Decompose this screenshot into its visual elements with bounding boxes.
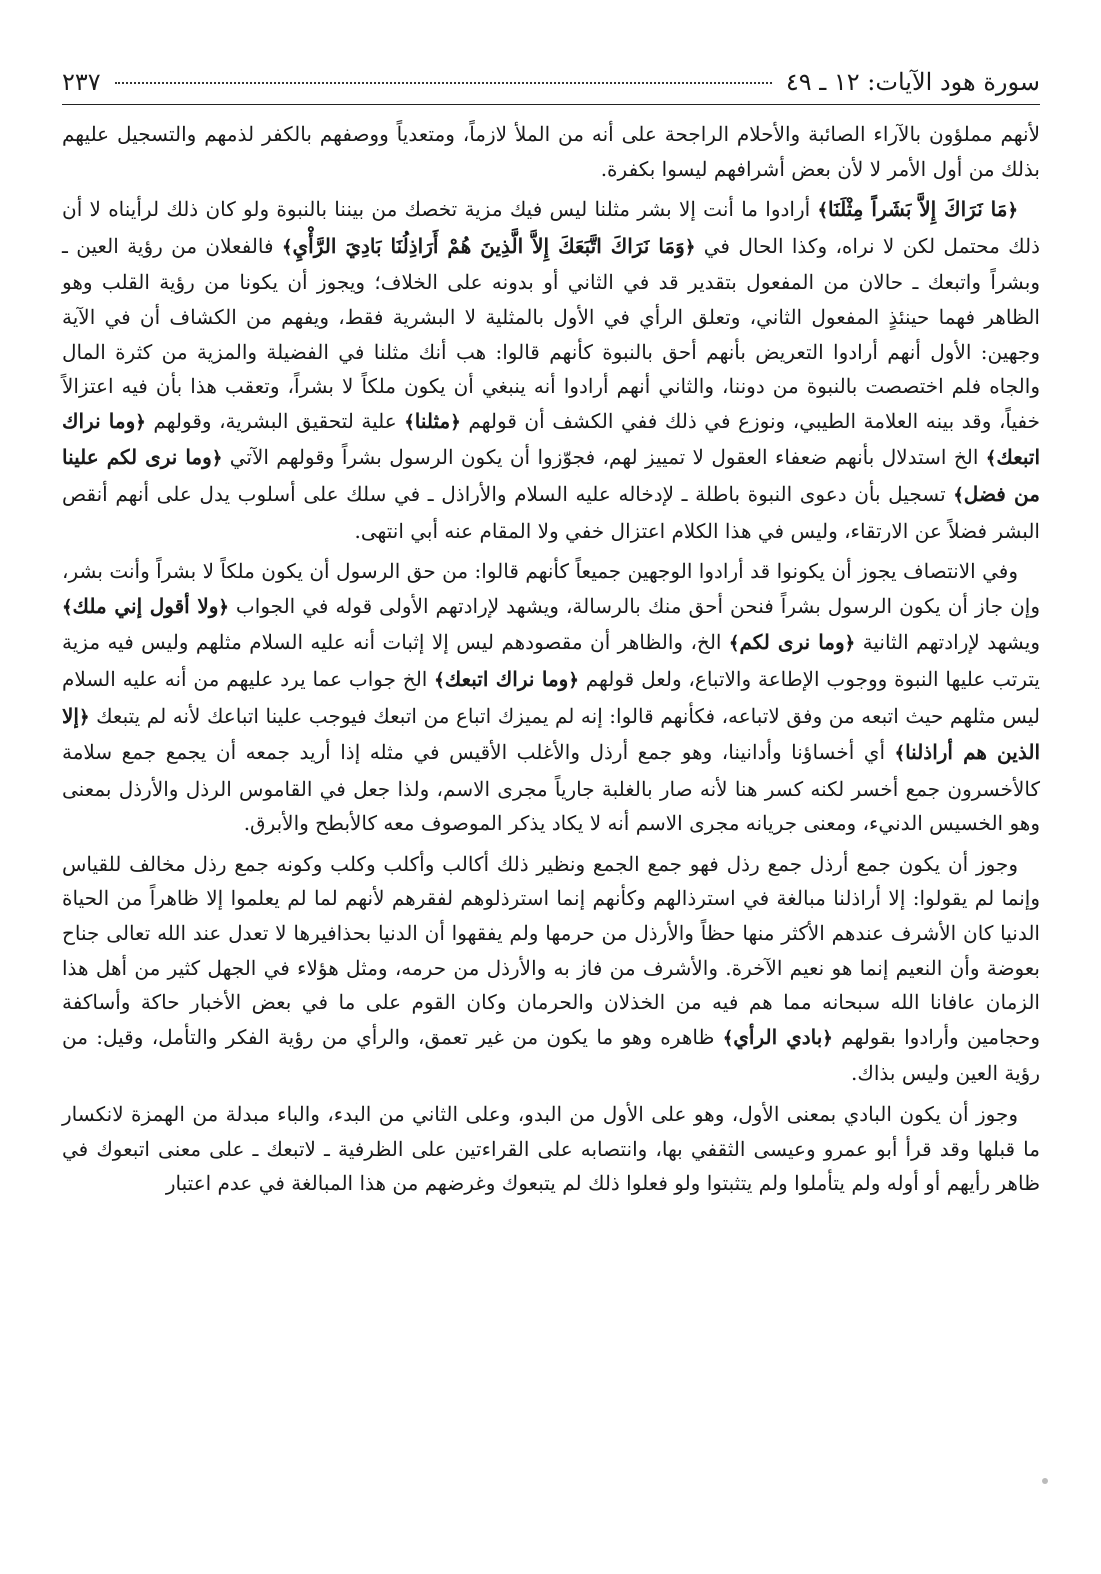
page-header [62,60,1040,105]
commentary-text: ظاهره وهو ما يكون من غير تعمق، والرأي من رؤية الفكر والتأمل، وقيل: من رؤية العين وليس بذاك. [62,1024,1040,1086]
quran-quote: وما نرى لكم علينا من فضل [62,445,1040,506]
paragraph [62,117,1040,186]
quran-bracket-open: ﴿ [684,236,696,258]
paragraph [62,847,1040,1091]
quran-bracket-close: ﴾ [281,236,293,258]
commentary-text: لأنهم مملؤون بالآراء الصائبة والأحلام الراجحة على أنه من الملأ لازماً، ومتعدياً ووصفهم بالكفر لذمهم والتسجيل عليهم بذلك من أول الأمر لا لأن بعض أشرافهم ليسوا بكفرة. [62,122,1040,181]
quran-bracket-open: ﴿ [568,669,579,691]
quran-quote: مَا نَرَاكَ إِلاَّ بَشَراً مِثْلَنَا [828,197,1008,222]
quran-bracket-close: ﴾ [894,743,906,765]
commentary-text: أرادوا ما أنت إلا بشر مثلنا ليس فيك مزية تخصك من بيننا بالنبوة ولو كان ذلك لرأيناه لا أن ذلك محتمل لكن لا نراه، وكذا الحال في [62,197,1041,258]
quran-bracket-close: ﴾ [817,200,829,222]
quran-bracket-open: ﴿ [844,633,856,655]
commentary-body [62,117,1040,1201]
quran-bracket-open: ﴿ [135,411,146,433]
quran-quote: مثلنا [414,408,451,433]
quran-quote: إلا الذين هم أراذلنا [62,703,1040,765]
commentary-text: الخ جواب عما يرد عليهم من أنه عليه السلام ليس مثلهم حيث اتبعه من وفق لاتباعه، فكأنهم قالوا: إنه لم يميزك اتباع من اتبعك فيوجب علينا اتباعك لأنه لم يتبعك [62,666,1040,728]
quran-bracket-open: ﴿ [450,411,461,433]
paragraph [62,1097,1040,1201]
commentary-text: فالفعلان من رؤية العين ـ وبشراً واتبعك ـ حالان من المفعول بتقدير قد في الثاني أو بدونه على الخلاف؛ ويجوز أن يكونا من رؤية القلب وهو الظاهر فهما حينئذٍ المفعول الثاني، وتعلق الرأي في الأول بالمثلية لا البشرية فقط، ويفهم من الكشاف أن في الآية وجهين: الأول أنهم أرادوا التعريض بأنهم أحق بالنبوة كأنهم قالوا: هب أنك مثلنا في الفضيلة والمزية من كثرة المال والجاه فلم اختصصت بالنبوة من دوننا، والثاني أنهم أرادوا أنه ينبغي أن يكون ملكاً لا بشراً، وتعقب هذا بأن فيه اعتزالاً خفياً، وقد بينه العلامة الطيبي، ونوزع في ذلك ففي الكشف أن قولهم [62,233,1041,433]
quran-bracket-close: ﴾ [404,411,415,433]
quran-quote: وما نراك اتبعك [62,408,1041,470]
quran-bracket-close: ﴾ [722,1027,734,1049]
commentary-text: الخ، والظاهر أن مقصودهم ليس إلا إثبات أنه عليه السلام مثلهم وليس فيه مزية يترتب عليها النبوة ووجوب الإطاعة والاتباع، ولعل قولهم [62,630,1041,691]
commentary-text: وجوز أن يكون البادي بمعنى الأول، وهو على الأول من البدو، وعلى الثاني من البدء، والباء مبدلة من الهمزة لانكسار ما قبلها وقد قرأ أبو عمرو وعيسى الثقفي بها، وانتصابه على القراءتين على الظرفية ـ لاتبعك ـ على معنى اتبعوك في ظاهر رأيهم أو أوله ولم يتأملوا ولم يتثبتوا ولو فعلوا ذلك لم يتبعوك وغرضهم من هذا المبالغة في عدم اعتبار [62,1102,1040,1196]
quran-bracket-open: ﴿ [1007,200,1018,222]
quran-bracket-open: ﴿ [211,448,223,470]
quran-quote: وَمَا نَرَاكَ اتَّبَعَكَ إِلاَّ الَّذِينَ هُمْ أَرَاذِلُنَا بَادِيَ الرَّأْيِ [292,233,685,258]
commentary-text: الخ استدلال بأنهم ضعفاء العقول لا تمييز لهم، فجوّزوا أن يكون الرسول بشراً وقولهم الآتي [222,445,986,470]
quran-bracket-open: ﴿ [218,596,229,618]
document-page [62,60,1040,1540]
quran-quote: وما نراك اتبعك [444,666,569,691]
commentary-text: ويشهد لإرادتهم الثانية [855,630,1040,655]
quran-quote: بادي الرأي [733,1024,823,1049]
commentary-text: وجوز أن يكون جمع أرذل جمع رذل فهو جمع الجمع ونظير ذلك أكالب وأكلب وكلب وكونه جمع رذل مخالف للقياس وإنما لم يقولوا: إلا أراذلنا مبالغة في استرذالهم وكأنهم إنما استرذلوهم لفقرهم لأنهم لما لم يعلموا إلا ظاهراً من الحياة الدنيا كان الأشرف عندهم الأكثر منها حظاً والأرذل من حرمها ولم يفقهوا أن الدنيا بحذافيرها لا تعدل عند الله تعالى جناح بعوضة وأن النعيم إنما هو نعيم الآخرة. والأشرف من فاز به والأرذل من حرمه، ومثل هؤلاء في الجهل كثير من أهل هذا الزمان عافانا الله سبحانه مما هم فيه من الخذلان والحرمان وكان القوم على ما في بعض الأخبار حاكة وأساكفة وحجامين وأرادوا بقولهم [62,851,1040,1049]
commentary-text: وفي الانتصاف يجوز أن يكونوا قد أرادوا الوجهين جميعاً كأنهم قالوا: من حق الرسول أن يكون ملكاً لا بشراً وأنت بشر، وإن جاز أن يكون الرسول بشراً فنحن أحق منك بالرسالة، ويشهد لإرادتهم الأولى قوله في الجواب [62,559,1040,618]
dotted-leader [115,82,772,84]
quran-quote: وما نرى لكم [739,630,845,655]
quran-bracket-close: ﴾ [728,633,740,655]
quran-quote: ولا أقول إني ملك [72,593,219,618]
page-number: ٢٣٧ [62,68,101,96]
surah-title: سورة هود الآيات: ١٢ ـ ٤٩ [785,68,1040,96]
quran-bracket-open: ﴿ [822,1027,833,1049]
commentary-text: تسجيل بأن دعوى النبوة باطلة ـ لإدخاله عليه السلام والأراذل ـ في سلك على أسلوب يدل على أنهم أنقص البشر فضلاً عن الارتقاء، وليس في هذا الكلام اعتزال خفي ولا المقام عنه أبي انتهى. [62,481,1040,543]
scan-speck [1042,1478,1048,1484]
quran-bracket-close: ﴾ [953,484,964,506]
quran-bracket-close: ﴾ [62,596,73,618]
quran-bracket-close: ﴾ [985,448,997,470]
paragraph [62,192,1040,548]
quran-bracket-close: ﴾ [434,669,445,691]
paragraph [62,554,1040,841]
commentary-text: علية لتحقيق البشرية، وقولهم [145,408,405,433]
quran-bracket-open: ﴿ [78,706,90,728]
commentary-text: أي أخساؤنا وأدانينا، وهو جمع أرذل والأغلب الأقيس في مثله إذا أريد جمعه أن يجمع جمع سلامة كالأخسرون جمع أخسر لكنه كسر هنا لأنه صار بالغلبة جارياً مجرى الاسم، ولذا جعل في القاموس الرذل والأرذل بمعنى وهو الخسيس الدنيء، ومعنى جريانه مجرى الاسم أنه لا يكاد يذكر الموصوف معه كالأبطح والأبرق. [62,740,1040,836]
